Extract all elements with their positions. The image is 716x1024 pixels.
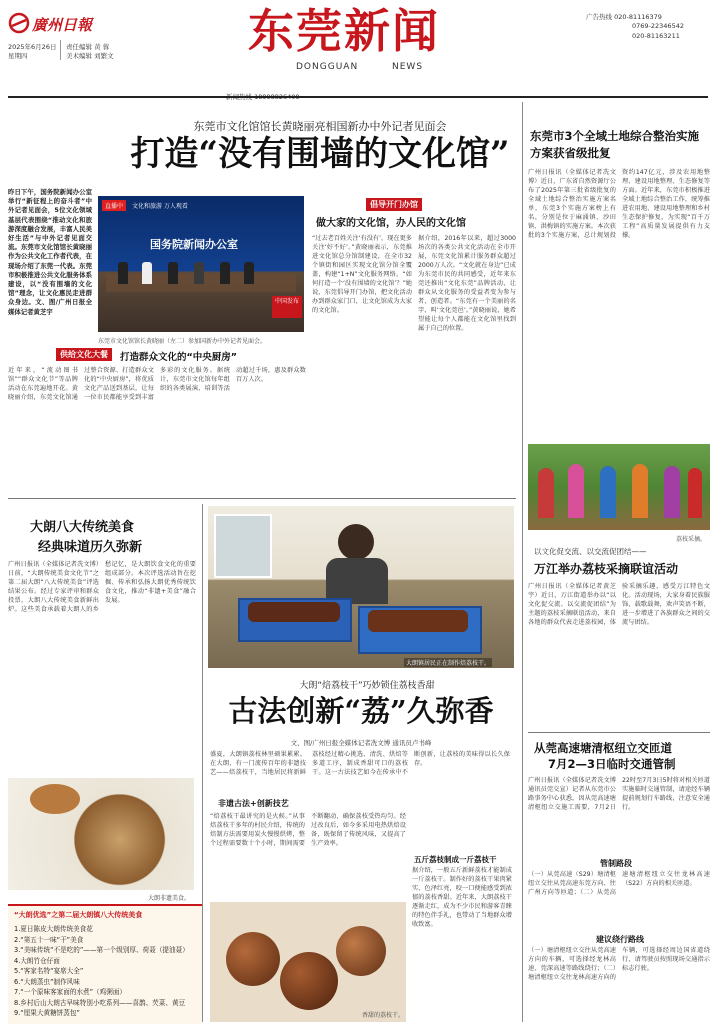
traffic-headline-1: 从莞高速塘清枢纽立交匝道 bbox=[534, 741, 672, 755]
supply-story-body: 近年来，“流动图书馆”“群众文化节”等品牌活动在东莞遍地开花。黄晓丽介绍，东莞文化馆通过整合资源、打造群众文化的“中央厨房”，将优质文化产品送到基层，让每一位市民都能享受到丰富多彩的文化服务。据统计，东莞市文化馆每年组织的各类展演、培训等活动超过千场，惠及群众数百万人次。 bbox=[8, 367, 306, 401]
traffic-sub-control: 管制路段 bbox=[600, 859, 632, 868]
ad-phone-2: 0769-22346542 bbox=[632, 22, 684, 30]
food-list-box bbox=[8, 904, 202, 1024]
food-photo-caption: 大朗非遗美食。 bbox=[148, 895, 191, 902]
traffic-control-body: （一）从莞高速（S29）塘清枢纽立交往从莞高速东莞方向、往广州方向等匝道；（二）从莞高速塘清枢纽立交往龙林高速（S22）方向的相关匝道。 bbox=[528, 871, 710, 896]
supply-story-tag: 供给文化大餐 bbox=[56, 348, 112, 361]
lychee-headline: 古法创新“荔”久弥香 bbox=[228, 694, 494, 728]
lychee-sub-heritage: 非遗古法+创新技艺 bbox=[218, 799, 289, 808]
lychee-picking-caption: 荔枝采摘。 bbox=[676, 536, 707, 543]
issue-weekday: 星期四 bbox=[8, 52, 28, 60]
food-body: 广州日报讯（全媒体记者冼文博）日前，“大朗传统美食文化节”之第二届大朗“八大传统美食”评选结果公布。经过专家评审和群众投票，大朗八大传统美食新鲜出炉。这些美食承载着大朗人的乡愁记忆，是大朗饮食文化的重要组成部分。本次评选活动旨在挖掘、传承和弘扬大朗优秀传统饮食文化，推动“非遗+美食”融合发展。 bbox=[8, 561, 196, 613]
editor-credit: 责任编辑 黄 蓉 bbox=[66, 43, 110, 51]
list-item: 4.大朗竹仓仔面 bbox=[14, 956, 60, 965]
lychee-drying-photo bbox=[208, 506, 514, 668]
lead-photo-caption: 东莞市文化馆馆长黄晓丽（左二）参加国新办中外记者见面会。 bbox=[98, 338, 267, 345]
lychee-body-a: 盛夏，大朗镇荔枝林里硕果累累。在大朗，有一门流传百年的非遗技艺——焙荔枝干，当地居民将新鲜荔枝经过精心挑选、清洗、烘焙等多道工序，制成香甜可口的荔枝干。这一古法技艺如今在传承中不断创新，让荔枝的美味得以长久保存。 bbox=[210, 751, 510, 776]
paper-name: 廣州日報 bbox=[32, 16, 93, 34]
lychee-byline: 文、图/广州日报全媒体记者冼文博 通讯员卢书峰 bbox=[290, 739, 432, 747]
wanjiang-body: 广州日报讯（全媒体记者黄芝宇）近日，万江街道举办以“以文化促交流、以交流促团结”为主题的荔枝采摘联谊活动，来自各地的群众代表走进荔枝园，体验采摘乐趣，感受万江特色文化。活动现场，大家身着民族服饰，载歌载舞，欢声笑语不断，进一步增进了各族群众之间的交流与团结。 bbox=[528, 583, 710, 626]
list-item: 3.“美味传统“不是吃的”——第一个级别厚、荷聂（提油聂） bbox=[14, 946, 189, 954]
lychee-picking-photo bbox=[528, 444, 710, 530]
lead-photo bbox=[98, 196, 304, 332]
lead-headline: 打造“没有围墙的文化馆” bbox=[130, 134, 510, 174]
supply-story-headline: 打造群众文化的“中央厨房” bbox=[120, 352, 237, 363]
live-badge: 直播中 bbox=[102, 200, 126, 211]
lychee-body-c: 据介绍，一般五斤新鲜荔枝才能制成一斤荔枝干。制作好的荔枝干果肉紧实、色泽红亮，咬一口便能感受到浓郁的荔枝香甜。近年来，大朗荔枝干逐渐走红，成为不少市民和游客青睐的特色伴手礼，也带动了当地群众增收致富。 bbox=[412, 867, 512, 928]
list-item: 1.夏日陈皮大朗传统美食花 bbox=[14, 925, 93, 933]
wanjiang-headline: 万江举办荔枝采摘联谊活动 bbox=[534, 562, 679, 576]
edition-pinyin: DONGGUAN bbox=[296, 62, 359, 72]
land-headline: 东莞市3个全域土地综合整治实施方案获省级批复 bbox=[530, 129, 699, 160]
paper-logo bbox=[8, 12, 108, 34]
news-hotline-bar bbox=[226, 84, 426, 94]
food-photo bbox=[8, 778, 194, 890]
list-item: 8.乡村后山大朗古早味特别小吃系列——喜鹊、芡菜、黄豆 bbox=[14, 998, 186, 1007]
traffic-body: 广州日报讯（全媒体记者冼文博 通讯员莞交宣）记者从东莞市公路事务中心获悉，因从莞高速塘清枢纽立交施工需要，7月2日22时至7月3日5时将对相关匝道实施临时交通管制，请途经车辆提前规划行车路线，注意安全通行。 bbox=[528, 777, 710, 811]
china-release-badge: 中国发布 bbox=[272, 296, 302, 318]
ad-hotline: 广告热线 020-81116379 bbox=[586, 13, 662, 21]
list-item: 5.“客家名特“宴席大全” bbox=[14, 967, 84, 975]
list-item: 2.“第五十一味“干”美食 bbox=[14, 935, 84, 944]
paper-logo-icon bbox=[8, 12, 30, 34]
edition-title: 东莞新闻 bbox=[248, 4, 440, 58]
list-item: 7.“一个原味客家面的水煮”（鸡粥面） bbox=[14, 988, 127, 996]
art-editor-credit: 美术编辑 刘繁文 bbox=[66, 52, 114, 60]
edition-english: NEWS bbox=[392, 62, 424, 72]
view-count: 文化和旅游 万人观看 bbox=[132, 203, 188, 210]
traffic-detour-body: （一）塘清枢纽立交往从莞高速方向的车辆，可选择经龙林高速、莞深高速等路线绕行；（二）塘清枢纽立交往龙林高速方向的车辆，可选择经周边国省道绕行，请驾驶员按照现场交通指示标志行驶。 bbox=[528, 947, 710, 981]
side-story-tag: 倡导开门办馆 bbox=[366, 198, 422, 211]
list-item: 6.“大朗蒸虫”制作风味 bbox=[14, 977, 80, 986]
press-office-sign: 国务院新闻办公室 bbox=[150, 238, 238, 251]
list-item: 9.“厘果大黄糖饼蒸包” bbox=[14, 1009, 80, 1017]
traffic-sub-detour: 建议绕行路线 bbox=[596, 935, 644, 944]
food-list bbox=[14, 924, 198, 1019]
lead-kicker: 东莞市文化馆馆长黄晓丽亮相国新办中外记者见面会 bbox=[193, 120, 447, 133]
lead-body: 昨日下午，国务院新闻办公室举行“新征程上的奋斗者”中外记者见面会，5位文化领域基层代表围绕“推动文化和旅游深度融合发展，丰富人民美好生活”与中外记者见面交流。东莞市文化馆馆长黄晓丽作为公共文化工作者代表，在现场介绍了东莞一代表。东莞市积极推进公共文化服务体系建设，以“没有围墙的文化馆”理念，让文化惠民走进群众身边。文、图/广州日报全媒体记者黄芝宇 bbox=[8, 188, 92, 316]
lychee-kicker: 大朗“焙荔枝干”巧妙锁住荔枝香甜 bbox=[299, 681, 435, 691]
side-story-headline: 做大家的文化馆，办人民的文化馆 bbox=[316, 218, 466, 229]
ad-phone-3: 020-81163211 bbox=[632, 32, 680, 40]
masthead bbox=[0, 0, 716, 96]
food-list-title: “大朗优选”之第二届大朗镇八大传统美食 bbox=[14, 911, 143, 919]
wanjiang-kicker: 以文化促交流、以交流促团结—— bbox=[534, 547, 647, 556]
food-headline-2: 经典味道历久弥新 bbox=[38, 540, 143, 555]
traffic-headline-2: 7月2—3日临时交通管制 bbox=[548, 757, 676, 771]
lychee-drying-caption: 大朗镇居民正在制作焙荔枝干。 bbox=[406, 660, 491, 667]
lychee-sub-ratio: 五斤荔枝制成一斤荔枝干 bbox=[414, 855, 497, 864]
issue-date: 2025年6月26日 bbox=[8, 43, 57, 51]
lychee-dried-photo bbox=[210, 902, 406, 1022]
lychee-body-b: “焙荔枝干最讲究的是火候。”从事焙荔枝干多年的村民介绍，传统的焙制方法需要用炭火慢慢烘烤，整个过程需要数十个小时，期间需要不断翻动，确保荔枝受热均匀。经过改良后，如今多采用电热烘焙设备，既保留了传统风味，又提高了生产效率。 bbox=[210, 813, 406, 847]
land-body: 广州日报讯（全媒体记者冼文博）近日，广东省自然资源厅公布了2025年第三批省级批复的全域土地综合整治实施方案名单，东莞3个实施方案榜上有名，分别是位于麻涌镇、沙田镇、洪梅镇的实施方案。本次获批的3个实施方案，总计规划投资约147亿元，涉及农用地整理、建设用地整理、生态修复等方面。近年来，东莞市积极推进全域土地综合整治工作，统筹推进农用地、建设用地整理和乡村生态保护修复，为实现“百千万工程”高质量发展提供有力支撑。 bbox=[528, 169, 710, 239]
food-headline-1: 大朗八大传统美食 bbox=[30, 520, 135, 535]
side-story-body-b: 据介绍，2016年以来，超过3000场次的各类公共文化活动在全市开展，东莞文化馆累计服务群众超过2000万人次。“文化就在身边”已成为东莞市民的共同感受，近年来东莞还推出“文化东莞”品牌活动，让群众从文化服务的受益者变为参与者、创造者。“东莞有一个美丽的名字，叫‘文化莞邑’。”黄晓丽说，她希望能让每个人都能在文化馆里找到属于自己的位置。 bbox=[418, 235, 516, 332]
side-story-body-a: “过去老百姓关注‘有没有’，现在更多关注‘好不好’。”黄晓丽表示，东莞推进文化馆总分馆制建设，在全市32个镇街和园区实现文化馆分馆全覆盖，构建“1+N”文化服务网络。“如何打造一个‘没有围墙的文化馆’？”她说，东莞倡导开门办馆，把文化活动办到群众家门口，让文化馆成为大家的文化馆。 bbox=[312, 235, 412, 314]
lychee-dried-caption: 香甜的荔枝干。 bbox=[362, 1012, 405, 1019]
